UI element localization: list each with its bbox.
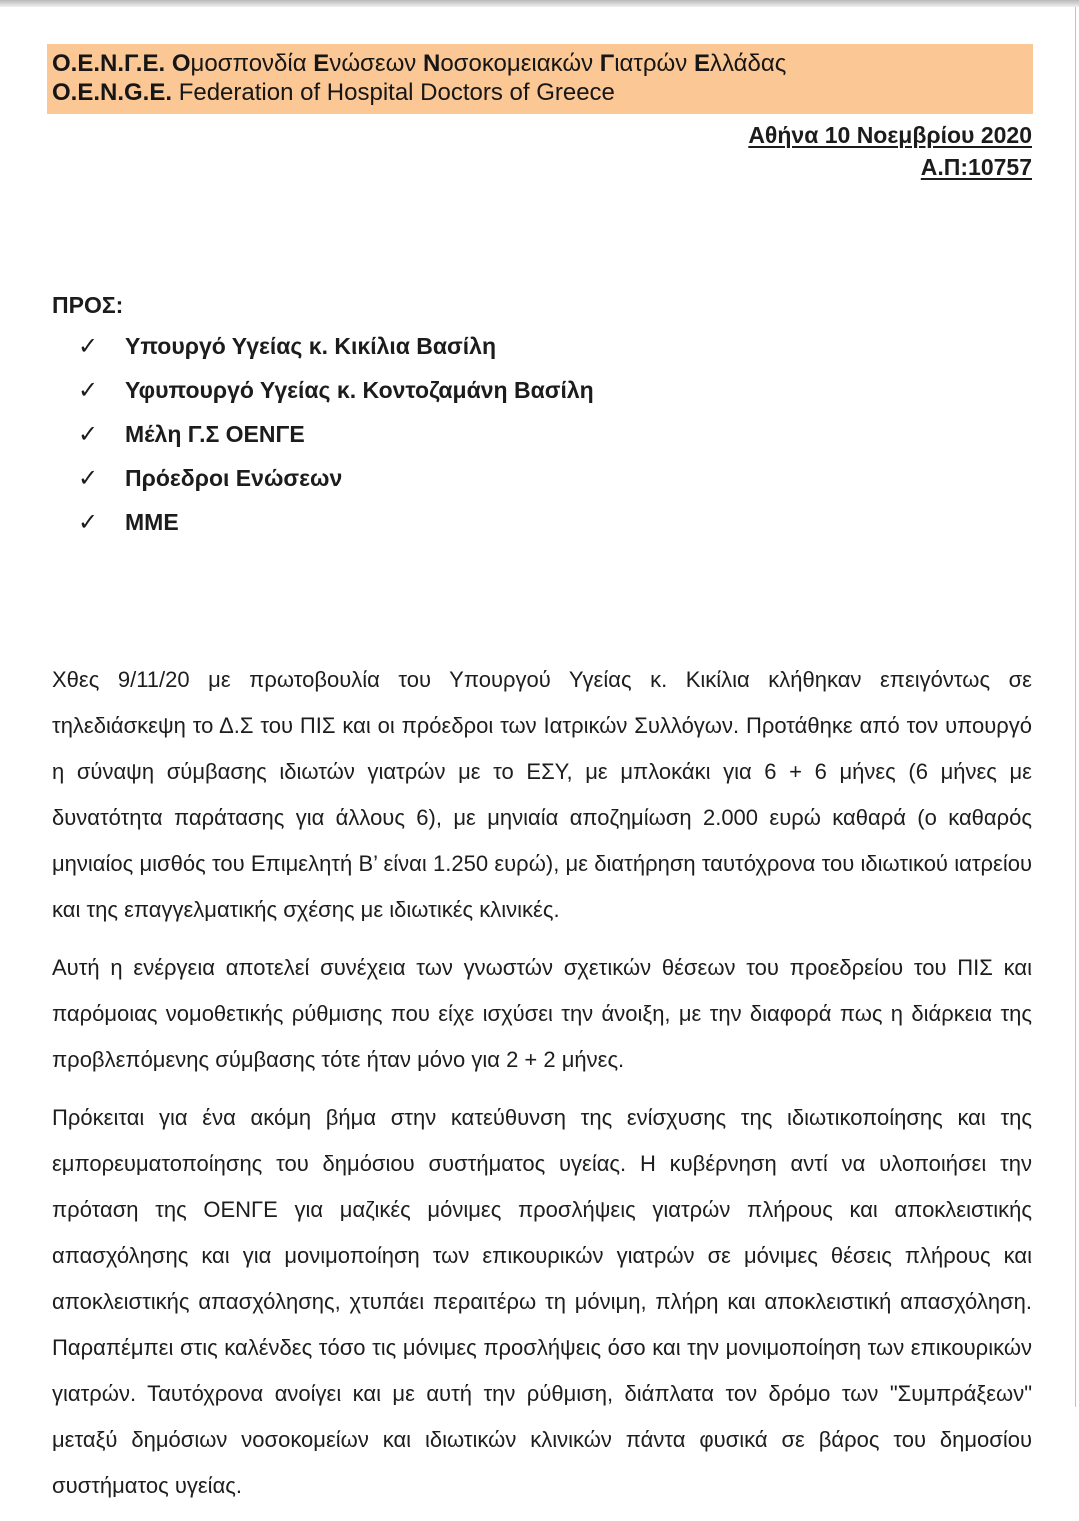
date-text: Αθήνα 10 Νοεμβρίου 2020	[748, 122, 1032, 148]
org-word-rest: νώσεων	[329, 50, 417, 77]
org-word-rest: μοσπονδία	[190, 50, 307, 77]
letter-content	[52, 44, 1032, 1521]
recipient-label: Υφυπουργό Υγείας κ. Κοντοζαμάνη Βασίλη	[125, 377, 594, 403]
org-name-greek	[52, 49, 1029, 78]
recipient-item	[52, 464, 1032, 493]
org-name-english	[52, 78, 1029, 107]
scan-edge-right	[1075, 7, 1076, 1407]
body-paragraph: Πρόκειται για ένα ακόμη βήμα στην κατεύθυνση της ενίσχυσης της ιδιωτικοποίησης και της εμπορευματοποίησης του δημόσιου συστήματος υγείας. Η κυβέρνηση αντί να υλοποιήσει την πρόταση της ΟΕΝΓΕ για μαζικές μόνιμες προσλήψεις γιατρών πλήρους και αποκλειστικής απασχόλησης και για μονιμοποίηση των επικουρικών γιατρών σε μόνιμες θέσεις πλήρους και αποκλειστικής απασχόλησης, χτυπάει περαιτέρω τη μόνιμη, πλήρη και αποκλειστική απασχόληση. Παραπέμπει στις καλένδες τόσο τις μόνιμες προσλήψεις όσο και την μονιμοποίηση των επικουρικών γιατρών. Ταυτόχρονα ανοίγει και με αυτή την ρύθμιση, διάπλατα τον δρόμο των "Συμπράξεων" μεταξύ δημόσιων νοσοκομείων και ιδιωτικών κλινικών πάντα φυσικά σε βάρος του δημοσίου συστήματος υγείας.	[52, 1105, 1032, 1498]
org-word-initial: Ε	[693, 50, 710, 77]
recipients-label: ΠΡΟΣ:	[52, 292, 124, 318]
recipient-label: ΜΜΕ	[125, 509, 179, 535]
checkmark-icon: ✓	[78, 465, 99, 492]
recipient-item	[52, 332, 1032, 361]
org-word-rest: λλάδας	[709, 50, 787, 77]
body-paragraph: Αυτή η ενέργεια αποτελεί συνέχεια των γνωστών σχετικών θέσεων του προεδρείου του ΠΙΣ και παρόμοιας νομοθετικής ρύθμισης που είχε ισχύσει την άνοιξη, με την διαφορά πως η διάρκεια της προβλεπόμενης σύμβασης τότε ήταν μόνο για 2 + 2 μήνες.	[52, 955, 1032, 1072]
letter-body	[52, 657, 1032, 1509]
recipient-label: Μέλη Γ.Σ ΟΕΝΓΕ	[125, 421, 305, 447]
org-acronym-greek: Ο.Ε.Ν.Γ.Ε.	[52, 50, 166, 77]
dateline	[52, 119, 1032, 183]
org-word-initial: Ν	[422, 50, 441, 77]
recipient-item	[52, 420, 1032, 449]
protocol-number: Α.Π:10757	[920, 154, 1032, 180]
org-word-initial: Ε	[313, 50, 330, 77]
recipient-item	[52, 508, 1032, 537]
recipients-section	[52, 291, 1032, 537]
org-header-banner	[47, 44, 1033, 114]
recipients-list	[52, 332, 1032, 537]
body-paragraph: Χθες 9/11/20 με πρωτοβουλία του Υπουργού Υγείας κ. Κικίλια κλήθηκαν επειγόντως σε τηλεδιάσκεψη το Δ.Σ του ΠΙΣ και οι πρόεδροι των Ιατρικών Συλλόγων. Προτάθηκε από τον υπουργό η σύναψη σύμβασης ιδιωτών γιατρών με το ΕΣΥ, με μπλοκάκι για 6 + 6 μήνες (6 μήνες με δυνατότητα παράτασης για άλλους 6), με μηνιαία αποζημίωση 2.000 ευρώ καθαρά (ο καθαρός μηνιαίος μισθός του Επιμελητή Β’ είναι 1.250 ευρώ), με διατήρηση ταυτόχρονα του ιδιωτικού ιατρείου και της επαγγελματικής σχέσης με ιδιωτικές κλινικές.	[52, 667, 1032, 922]
scan-edge-top	[0, 0, 1079, 7]
checkmark-icon: ✓	[78, 421, 99, 448]
recipient-label: Πρόεδροι Ενώσεων	[125, 465, 343, 491]
checkmark-icon: ✓	[78, 377, 99, 404]
org-word-initial: Γ	[599, 50, 615, 77]
org-word-rest: ιατρών	[614, 50, 688, 77]
org-name-english-text: Federation of Hospital Doctors of Greece	[172, 79, 615, 106]
recipient-item	[52, 376, 1032, 405]
checkmark-icon: ✓	[78, 333, 99, 360]
org-acronym-english: O.E.N.G.E.	[52, 79, 173, 106]
org-word-initial: Ο	[171, 50, 191, 77]
recipient-label: Υπουργό Υγείας κ. Κικίλια Βασίλη	[125, 333, 497, 359]
org-word-rest: οσοκομειακών	[440, 50, 594, 77]
checkmark-icon: ✓	[78, 509, 99, 536]
